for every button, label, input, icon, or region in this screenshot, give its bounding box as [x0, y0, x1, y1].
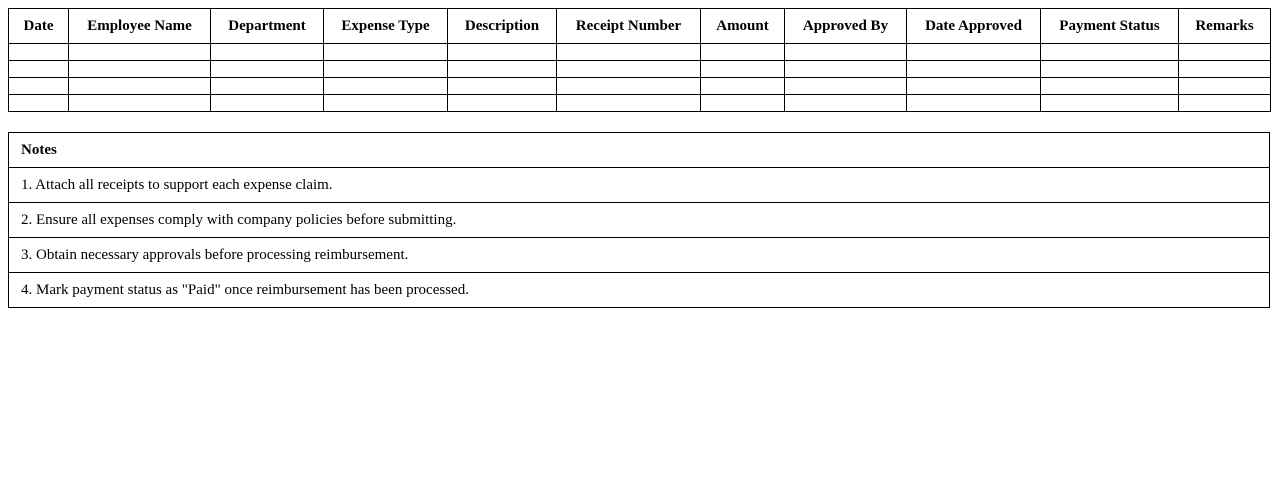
table-cell[interactable] — [785, 95, 907, 112]
table-cell[interactable] — [785, 44, 907, 61]
table-cell[interactable] — [785, 61, 907, 78]
table-cell[interactable] — [701, 61, 785, 78]
table-cell[interactable] — [1041, 95, 1179, 112]
table-cell[interactable] — [907, 95, 1041, 112]
column-header-amount: Amount — [701, 9, 785, 44]
table-cell[interactable] — [324, 44, 448, 61]
table-cell[interactable] — [324, 78, 448, 95]
table-cell[interactable] — [448, 44, 557, 61]
note-row — [9, 273, 1270, 308]
table-cell[interactable] — [9, 61, 69, 78]
notes-table — [8, 132, 1270, 308]
table-cell[interactable] — [1041, 61, 1179, 78]
table-cell[interactable] — [785, 78, 907, 95]
table-cell[interactable] — [701, 44, 785, 61]
notes-title: Notes — [9, 133, 1270, 168]
table-row — [9, 44, 1271, 61]
expense-table — [8, 8, 1271, 112]
note-row — [9, 238, 1270, 273]
expense-table-header — [9, 9, 1271, 44]
table-cell[interactable] — [9, 95, 69, 112]
note-item-3: 3. Obtain necessary approvals before processing reimbursement. — [9, 238, 1270, 273]
column-header-date: Date — [9, 9, 69, 44]
table-cell[interactable] — [907, 61, 1041, 78]
table-cell[interactable] — [448, 78, 557, 95]
column-header-department: Department — [211, 9, 324, 44]
table-cell[interactable] — [69, 44, 211, 61]
table-cell[interactable] — [324, 95, 448, 112]
table-cell[interactable] — [557, 95, 701, 112]
table-cell[interactable] — [211, 44, 324, 61]
table-cell[interactable] — [701, 95, 785, 112]
table-cell[interactable] — [211, 61, 324, 78]
table-cell[interactable] — [907, 44, 1041, 61]
table-row — [9, 61, 1271, 78]
note-item-1: 1. Attach all receipts to support each expense claim. — [9, 168, 1270, 203]
table-cell[interactable] — [907, 78, 1041, 95]
table-cell[interactable] — [448, 61, 557, 78]
table-cell[interactable] — [69, 61, 211, 78]
table-cell[interactable] — [1041, 44, 1179, 61]
expense-table-body — [9, 44, 1271, 112]
table-cell[interactable] — [557, 44, 701, 61]
table-row — [9, 78, 1271, 95]
table-cell[interactable] — [9, 78, 69, 95]
table-cell[interactable] — [1179, 78, 1271, 95]
table-cell[interactable] — [701, 78, 785, 95]
table-cell[interactable] — [557, 61, 701, 78]
column-header-approved-by: Approved By — [785, 9, 907, 44]
column-header-receipt-number: Receipt Number — [557, 9, 701, 44]
table-cell[interactable] — [69, 95, 211, 112]
column-header-description: Description — [448, 9, 557, 44]
note-row — [9, 168, 1270, 203]
table-cell[interactable] — [324, 61, 448, 78]
note-row — [9, 203, 1270, 238]
column-header-employee-name: Employee Name — [69, 9, 211, 44]
table-cell[interactable] — [1179, 61, 1271, 78]
table-cell[interactable] — [1041, 78, 1179, 95]
note-item-4: 4. Mark payment status as "Paid" once reimbursement has been processed. — [9, 273, 1270, 308]
column-header-expense-type: Expense Type — [324, 9, 448, 44]
table-cell[interactable] — [211, 95, 324, 112]
table-cell[interactable] — [211, 78, 324, 95]
note-item-2: 2. Ensure all expenses comply with company policies before submitting. — [9, 203, 1270, 238]
table-row — [9, 95, 1271, 112]
table-cell[interactable] — [448, 95, 557, 112]
column-header-date-approved: Date Approved — [907, 9, 1041, 44]
table-cell[interactable] — [557, 78, 701, 95]
column-header-payment-status: Payment Status — [1041, 9, 1179, 44]
table-cell[interactable] — [1179, 95, 1271, 112]
table-cell[interactable] — [9, 44, 69, 61]
table-cell[interactable] — [69, 78, 211, 95]
notes-header-row — [9, 133, 1270, 168]
column-header-remarks: Remarks — [1179, 9, 1271, 44]
header-row — [9, 9, 1271, 44]
table-cell[interactable] — [1179, 44, 1271, 61]
